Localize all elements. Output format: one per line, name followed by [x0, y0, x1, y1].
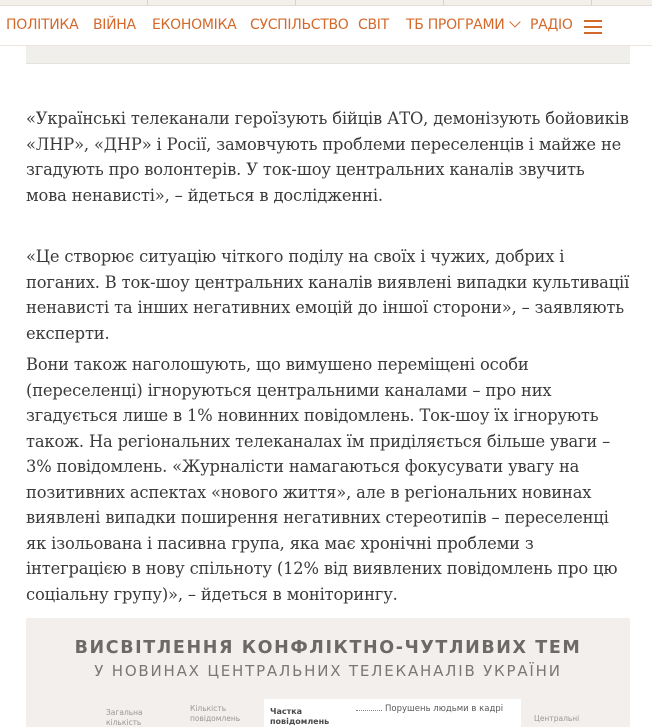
- nav-item-radio[interactable]: РАДІО: [530, 17, 573, 33]
- infographic-label-count: Кількість повідомлень: [190, 704, 241, 723]
- article-paragraph: «Це створює ситуацію чіткого поділу на своїх і чужих, добрих і поганих. В ток-шоу центральних каналів виявлені випадки культивації ненависті та інших негативних емоцій до іншої сторони», – заявляють експерти.: [26, 247, 630, 343]
- nav-item-viyna[interactable]: ВІЙНА: [93, 17, 136, 33]
- hamburger-menu-icon[interactable]: [584, 19, 602, 35]
- infographic-title: ВИСВІТЛЕННЯ КОНФЛІКТНО-ЧУТЛИВИХ ТЕМ: [74, 638, 582, 658]
- nav-item-polityka[interactable]: ПОЛІТИКА: [6, 17, 79, 33]
- infographic-card-label: Частка повідомлень: [270, 707, 330, 726]
- infographic-subtitle: У НОВИНАХ ЦЕНТРАЛЬНИХ ТЕЛЕКАНАЛІВ УКРАЇНИ: [94, 662, 562, 680]
- previous-block-bottom: [26, 46, 630, 64]
- infographic-legend-item: Порушень людьми в кадрі: [385, 704, 504, 714]
- infographic-label-channels: Центральні: [534, 714, 580, 723]
- article-paragraph: «Українські телеканали героїзують бійців АТО, демонізують бойовиків «ЛНР», «ДНР» і Росії, замовчують проблеми переселенців і майже не згадують про волонтерів. У ток-шоу центральних каналів звучить мова ненависті», – йдеться в дослідженні.: [26, 109, 629, 205]
- infographic-label-total: Загальна кількість: [106, 708, 143, 727]
- nav-item-tb-programy-label: ТБ ПРОГРАМИ: [406, 17, 505, 33]
- infographic-card: [264, 699, 360, 727]
- nav-item-suspilstvo[interactable]: СУСПІЛЬСТВО: [250, 17, 349, 33]
- chevron-down-icon[interactable]: [510, 16, 521, 27]
- infographic-image: [26, 618, 630, 727]
- nav-item-svit[interactable]: СВІТ: [358, 17, 389, 33]
- nav-item-ekonomika[interactable]: ЕКОНОМІКА: [152, 17, 237, 33]
- main-navigation: [0, 6, 652, 46]
- dotted-line-marker: [356, 710, 382, 711]
- article-paragraph: Вони також наголошують, що вимушено переміщені особи (переселенці) ігноруються центральними каналами – про них згадується лише в 1% новинних повідомлень. Ток-шоу їх ігнорують також. На регіональних телеканалах їм приділяється більше уваги – 3% повідомлень. «Журналісти намагаються фокусувати увагу на позитивних аспектах «нового життя», але в регіональних новинах виявлені випадки поширення негативних стереотипів – переселенці як ізольована і пасивна група, яка має хронічні проблеми з інтеграцією в нову спільноту (12% від виявлених повідомлень про цю соціальну групу)», – йдеться в моніторингу.: [26, 355, 618, 604]
- nav-item-tb-programy[interactable]: [406, 17, 519, 33]
